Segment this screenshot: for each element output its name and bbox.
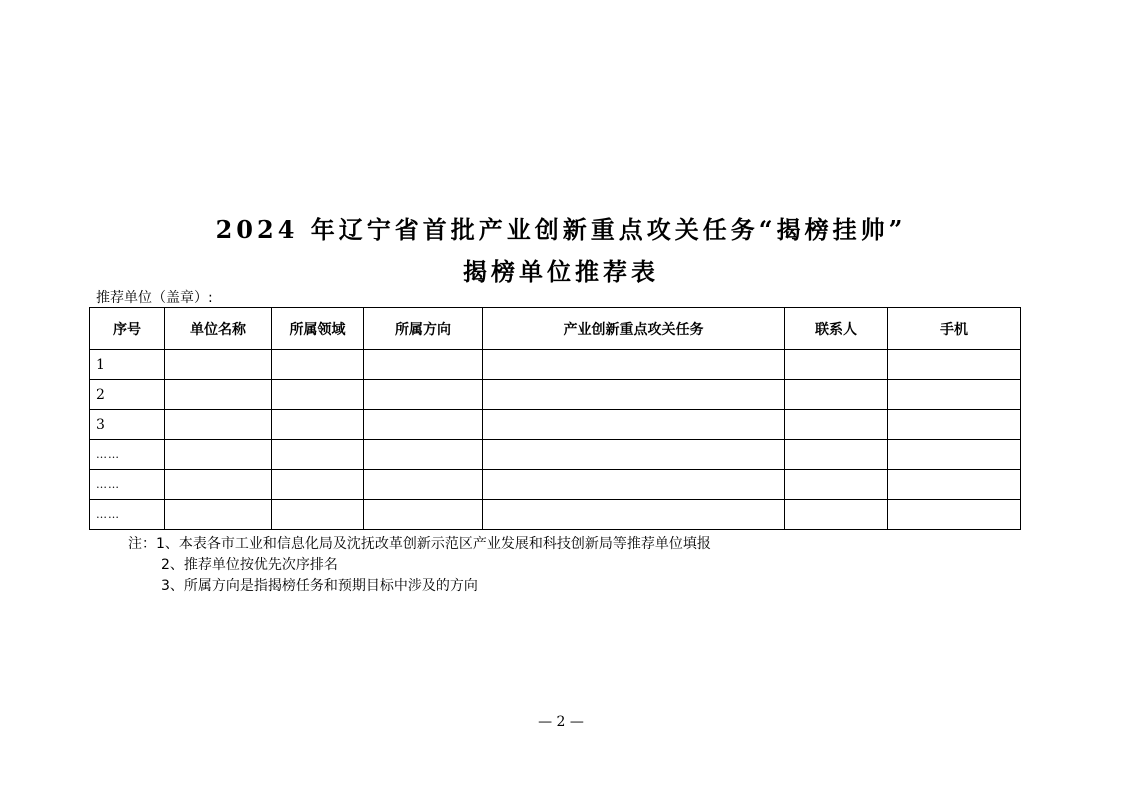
cell-key-task[interactable]	[483, 470, 785, 500]
cell-field[interactable]	[272, 470, 364, 500]
cell-direction[interactable]	[364, 470, 483, 500]
cell-serial-number: ……	[90, 440, 165, 470]
table-row	[90, 410, 1021, 440]
table-row	[90, 380, 1021, 410]
cell-mobile[interactable]	[888, 500, 1021, 530]
cell-contact-person[interactable]	[785, 440, 888, 470]
cell-mobile[interactable]	[888, 380, 1021, 410]
cell-key-task[interactable]	[483, 380, 785, 410]
cell-mobile[interactable]	[888, 440, 1021, 470]
cell-serial-number: ……	[90, 470, 165, 500]
form-title-line-1: 2024 年辽宁省首批产业创新重点攻关任务“揭榜挂帅”	[215, 215, 907, 244]
cell-direction[interactable]	[364, 500, 483, 530]
cell-direction[interactable]	[364, 410, 483, 440]
cell-mobile[interactable]	[888, 470, 1021, 500]
cell-mobile[interactable]	[888, 350, 1021, 380]
cell-key-task[interactable]	[483, 440, 785, 470]
cell-field[interactable]	[272, 410, 364, 440]
header-serial-number: 序号	[90, 308, 165, 350]
cell-serial-number: ……	[90, 500, 165, 530]
cell-direction[interactable]	[364, 380, 483, 410]
header-direction: 所属方向	[364, 308, 483, 350]
page-number: — 2 —	[538, 714, 584, 730]
table-row	[90, 500, 1021, 530]
cell-serial-number: 2	[90, 380, 165, 410]
note-3: 3、所属方向是指揭榜任务和预期目标中涉及的方向	[161, 578, 478, 594]
cell-contact-person[interactable]	[785, 410, 888, 440]
recommendation-table	[89, 307, 1021, 530]
header-unit-name: 单位名称	[165, 308, 272, 350]
header-mobile: 手机	[888, 308, 1021, 350]
cell-unit-name[interactable]	[165, 470, 272, 500]
note-2: 2、推荐单位按优先次序排名	[161, 557, 338, 573]
cell-unit-name[interactable]	[165, 440, 272, 470]
cell-contact-person[interactable]	[785, 470, 888, 500]
cell-field[interactable]	[272, 380, 364, 410]
note-1: 注：1、本表各市工业和信息化局及沈抚改革创新示范区产业发展和科技创新局等推荐单位填报	[128, 536, 711, 552]
table-header-row	[90, 308, 1021, 350]
cell-mobile[interactable]	[888, 410, 1021, 440]
cell-contact-person[interactable]	[785, 500, 888, 530]
header-contact-person: 联系人	[785, 308, 888, 350]
cell-contact-person[interactable]	[785, 380, 888, 410]
table-row	[90, 470, 1021, 500]
header-field: 所属领域	[272, 308, 364, 350]
table-row	[90, 440, 1021, 470]
cell-key-task[interactable]	[483, 350, 785, 380]
form-title-line-2: 揭榜单位推荐表	[463, 257, 659, 286]
cell-serial-number: 3	[90, 410, 165, 440]
cell-unit-name[interactable]	[165, 500, 272, 530]
cell-unit-name[interactable]	[165, 410, 272, 440]
table-row	[90, 350, 1021, 380]
cell-field[interactable]	[272, 440, 364, 470]
cell-field[interactable]	[272, 500, 364, 530]
cell-unit-name[interactable]	[165, 380, 272, 410]
cell-key-task[interactable]	[483, 500, 785, 530]
cell-direction[interactable]	[364, 440, 483, 470]
cell-key-task[interactable]	[483, 410, 785, 440]
cell-field[interactable]	[272, 350, 364, 380]
cell-direction[interactable]	[364, 350, 483, 380]
cell-contact-person[interactable]	[785, 350, 888, 380]
recommending-unit-label: 推荐单位（盖章）:	[96, 290, 213, 306]
cell-unit-name[interactable]	[165, 350, 272, 380]
cell-serial-number: 1	[90, 350, 165, 380]
header-key-task: 产业创新重点攻关任务	[483, 308, 785, 350]
notes-section	[128, 534, 711, 597]
